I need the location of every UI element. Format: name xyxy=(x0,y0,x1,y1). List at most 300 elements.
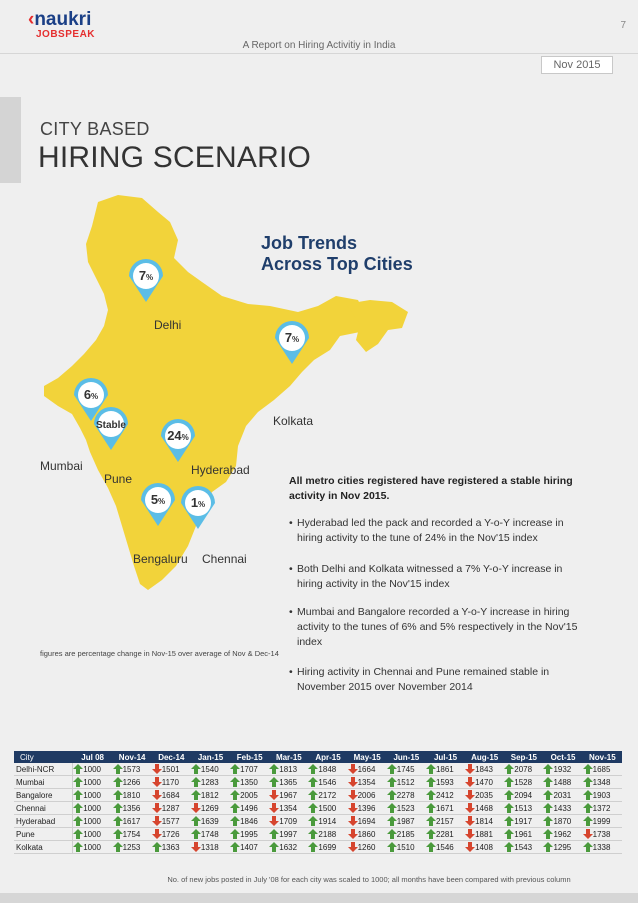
index-value: 2094 xyxy=(514,791,533,800)
index-value: 1843 xyxy=(475,765,493,774)
index-value: 1253 xyxy=(122,843,141,852)
index-value: 1699 xyxy=(318,843,337,852)
table-header-cell: Jul-15 xyxy=(426,751,465,763)
arrow-up-icon xyxy=(543,777,553,787)
table-row xyxy=(14,828,622,841)
index-value: 2278 xyxy=(396,791,415,800)
map-pin-value: 7% xyxy=(138,268,154,283)
index-value: 1496 xyxy=(240,804,258,813)
table-value-cell xyxy=(230,802,269,815)
table-value-cell xyxy=(387,828,426,841)
table-value-cell xyxy=(543,802,582,815)
table-city-cell: Delhi-NCR xyxy=(14,763,73,776)
arrow-down-icon xyxy=(269,803,279,813)
table-header-cell: Oct-15 xyxy=(543,751,582,763)
page-title-line1: CITY BASED xyxy=(40,119,150,139)
table-value-cell xyxy=(152,828,191,841)
table-value-cell xyxy=(73,763,113,776)
arrow-down-icon xyxy=(348,842,358,852)
index-value: 1748 xyxy=(200,830,219,839)
index-value: 1000 xyxy=(83,843,101,852)
arrow-down-icon xyxy=(465,764,475,774)
index-value: 1000 xyxy=(83,804,101,813)
index-value: 1573 xyxy=(122,765,141,774)
table-value-cell xyxy=(426,789,465,802)
arrow-up-icon xyxy=(504,803,514,813)
table-value-cell xyxy=(426,763,465,776)
table-value-cell xyxy=(191,776,230,789)
index-value: 2185 xyxy=(396,830,415,839)
arrow-up-icon xyxy=(308,842,318,852)
city-label-kolkata: Kolkata xyxy=(273,414,314,428)
table-value-cell xyxy=(269,828,308,841)
arrow-up-icon xyxy=(269,842,279,852)
table-value-cell xyxy=(583,776,622,789)
table-value-cell xyxy=(73,828,113,841)
arrow-up-icon xyxy=(426,842,436,852)
table-value-cell xyxy=(543,776,582,789)
index-value: 1664 xyxy=(357,765,376,774)
index-value: 2006 xyxy=(357,791,376,800)
arrow-up-icon xyxy=(230,777,240,787)
city-label-chennai: Chennai xyxy=(202,552,247,566)
index-value: 1372 xyxy=(592,804,611,813)
table-value-cell xyxy=(152,789,191,802)
arrow-down-icon xyxy=(269,816,279,826)
table-footnote: No. of new jobs posted in July '08 for each city was scaled to 1000; all months have been compared with previous column xyxy=(167,875,571,884)
arrow-up-icon xyxy=(191,829,201,839)
index-value: 1500 xyxy=(318,804,337,813)
arrow-down-icon xyxy=(465,790,475,800)
table-header-cell: Nov-15 xyxy=(583,751,622,763)
index-value: 1577 xyxy=(161,817,180,826)
table-value-cell xyxy=(583,828,622,841)
arrow-up-icon xyxy=(308,816,318,826)
table-value-cell xyxy=(269,802,308,815)
arrow-up-icon xyxy=(191,764,201,774)
arrow-up-icon xyxy=(543,829,553,839)
table-value-cell xyxy=(113,828,152,841)
index-value: 1269 xyxy=(200,804,219,813)
index-value: 1396 xyxy=(357,804,376,813)
index-value: 1846 xyxy=(240,817,258,826)
arrow-down-icon xyxy=(152,764,162,774)
index-value: 2078 xyxy=(514,765,533,774)
table-value-cell xyxy=(387,802,426,815)
table-value-cell xyxy=(387,763,426,776)
table-value-cell xyxy=(269,841,308,854)
arrow-down-icon xyxy=(152,816,162,826)
arrow-up-icon xyxy=(113,790,123,800)
table-value-cell xyxy=(543,828,582,841)
index-value: 1000 xyxy=(83,830,101,839)
table-value-cell xyxy=(269,789,308,802)
logo-sub-text: JOBSPEAK xyxy=(36,29,96,40)
index-value: 1995 xyxy=(240,830,258,839)
city-label-mumbai: Mumbai xyxy=(40,459,83,473)
arrow-up-icon xyxy=(269,829,279,839)
table-value-cell xyxy=(504,789,543,802)
job-index-table xyxy=(14,751,622,854)
arrow-down-icon xyxy=(152,803,162,813)
index-value: 1967 xyxy=(279,791,298,800)
table-header-cell: Nov-14 xyxy=(113,751,152,763)
index-value: 1632 xyxy=(279,843,298,852)
index-value: 1354 xyxy=(357,778,376,787)
table-value-cell xyxy=(191,841,230,854)
arrow-up-icon xyxy=(426,764,436,774)
arrow-up-icon xyxy=(191,816,201,826)
table-value-cell xyxy=(113,802,152,815)
table-value-cell xyxy=(230,841,269,854)
table-value-cell xyxy=(465,828,504,841)
table-value-cell xyxy=(113,789,152,802)
arrow-down-icon xyxy=(348,816,358,826)
map-heading: Job Trends Across Top Cities xyxy=(261,233,413,274)
index-value: 1881 xyxy=(475,830,493,839)
table-header-cell: Dec-14 xyxy=(152,751,191,763)
table-value-cell xyxy=(308,789,347,802)
index-value: 1961 xyxy=(514,830,533,839)
arrow-up-icon xyxy=(269,764,279,774)
page-number: 7 xyxy=(620,20,626,31)
arrow-down-icon xyxy=(348,764,358,774)
bullet-2: • Both Delhi and Kolkata witnessed a 7% Y-o-Y increase in hiring activity in the Nov'15 index xyxy=(289,563,563,590)
table-row xyxy=(14,815,622,828)
arrow-down-icon xyxy=(152,777,162,787)
arrow-up-icon xyxy=(113,764,123,774)
table-city-cell: Hyderabad xyxy=(14,815,73,828)
table-value-cell xyxy=(348,828,387,841)
table-row xyxy=(14,802,622,815)
page-title-line2: HIRING SCENARIO xyxy=(38,141,312,174)
table-value-cell xyxy=(348,776,387,789)
index-value: 1917 xyxy=(514,817,533,826)
table-value-cell xyxy=(465,802,504,815)
index-value: 1810 xyxy=(122,791,141,800)
index-value: 1754 xyxy=(122,830,141,839)
arrow-down-icon xyxy=(465,803,475,813)
table-value-cell xyxy=(269,815,308,828)
table-value-cell xyxy=(583,802,622,815)
index-value: 1848 xyxy=(318,765,337,774)
index-value: 2005 xyxy=(240,791,258,800)
arrow-down-icon xyxy=(465,816,475,826)
arrow-up-icon xyxy=(308,803,318,813)
city-label-pune: Pune xyxy=(104,472,133,486)
table-row xyxy=(14,841,622,854)
table-value-cell xyxy=(73,776,113,789)
table-value-cell xyxy=(465,789,504,802)
table-value-cell xyxy=(269,776,308,789)
index-value: 1470 xyxy=(475,778,493,787)
table-value-cell xyxy=(230,763,269,776)
table-value-cell xyxy=(113,841,152,854)
arrow-up-icon xyxy=(583,764,593,774)
bullet-4: • Hiring activity in Chennai and Pune remained stable in November 2015 over November 2014 xyxy=(289,666,550,693)
index-value: 1510 xyxy=(396,843,415,852)
index-value: 1513 xyxy=(514,804,533,813)
arrow-up-icon xyxy=(308,777,318,787)
table-value-cell xyxy=(504,815,543,828)
table-value-cell xyxy=(426,841,465,854)
table-value-cell xyxy=(504,828,543,841)
index-value: 1932 xyxy=(553,765,572,774)
map-pin-value: 7% xyxy=(284,330,300,345)
index-value: 1528 xyxy=(514,778,533,787)
table-value-cell xyxy=(152,763,191,776)
table-value-cell xyxy=(152,841,191,854)
arrow-up-icon xyxy=(543,842,553,852)
index-value: 1348 xyxy=(592,778,611,787)
arrow-up-icon xyxy=(543,790,553,800)
logo-mark-icon: ‹ xyxy=(28,9,35,30)
index-value: 1363 xyxy=(161,843,180,852)
map-pin-value: 24% xyxy=(167,428,189,443)
index-value: 1987 xyxy=(396,817,415,826)
table-header-cell: May-15 xyxy=(348,751,387,763)
index-value: 1523 xyxy=(396,804,415,813)
arrow-up-icon xyxy=(113,829,123,839)
arrow-up-icon xyxy=(583,790,593,800)
index-value: 1170 xyxy=(161,778,179,787)
table-value-cell xyxy=(465,841,504,854)
table-value-cell xyxy=(348,789,387,802)
table-value-cell xyxy=(308,828,347,841)
arrow-up-icon xyxy=(387,764,397,774)
arrow-up-icon xyxy=(269,777,279,787)
index-value: 1318 xyxy=(200,843,219,852)
table-value-cell xyxy=(504,841,543,854)
table-value-cell xyxy=(113,815,152,828)
report-subtitle: A Report on Hiring Activitiy in India xyxy=(242,40,396,51)
index-value: 1000 xyxy=(83,765,101,774)
arrow-up-icon xyxy=(230,803,240,813)
table-value-cell xyxy=(73,841,113,854)
arrow-up-icon xyxy=(504,829,514,839)
arrow-up-icon xyxy=(543,816,553,826)
index-value: 2157 xyxy=(435,817,454,826)
arrow-up-icon xyxy=(230,790,240,800)
table-header-cell: City xyxy=(14,751,73,763)
table-value-cell xyxy=(543,789,582,802)
arrow-down-icon xyxy=(348,790,358,800)
report-date: Nov 2015 xyxy=(541,56,613,74)
arrow-up-icon xyxy=(230,829,240,839)
table-value-cell xyxy=(191,802,230,815)
arrow-up-icon xyxy=(504,816,514,826)
arrow-up-icon xyxy=(504,764,514,774)
bullet-3: • Mumbai and Bangalore recorded a Y-o-Y increase in hiring activity to the tunes of 6% and 5% respectively in the Nov'15 index xyxy=(289,606,578,648)
table-value-cell xyxy=(308,763,347,776)
table-value-cell xyxy=(426,802,465,815)
city-label-hyderabad: Hyderabad xyxy=(191,463,250,477)
index-value: 1000 xyxy=(83,791,101,800)
logo-main-text: naukri xyxy=(34,9,92,30)
arrow-down-icon xyxy=(348,803,358,813)
city-label-bengaluru: Bengaluru xyxy=(133,552,188,566)
arrow-down-icon xyxy=(269,790,279,800)
index-value: 1861 xyxy=(435,765,454,774)
arrow-up-icon xyxy=(426,790,436,800)
arrow-up-icon xyxy=(308,790,318,800)
arrow-down-icon xyxy=(191,803,201,813)
table-header-cell: Sep-15 xyxy=(504,751,543,763)
index-value: 1407 xyxy=(240,843,258,852)
index-value: 1546 xyxy=(318,778,337,787)
index-value: 1997 xyxy=(279,830,298,839)
index-value: 1365 xyxy=(279,778,298,787)
index-value: 1593 xyxy=(435,778,454,787)
arrow-up-icon xyxy=(73,764,83,774)
index-value: 1812 xyxy=(200,791,219,800)
table-value-cell xyxy=(348,841,387,854)
index-value: 1745 xyxy=(396,765,415,774)
arrow-up-icon xyxy=(113,842,123,852)
index-value: 1283 xyxy=(200,778,219,787)
table-value-cell xyxy=(191,815,230,828)
index-value: 2172 xyxy=(318,791,337,800)
table-value-cell xyxy=(308,802,347,815)
table-value-cell xyxy=(583,763,622,776)
index-value: 1709 xyxy=(279,817,298,826)
arrow-down-icon xyxy=(348,777,358,787)
index-value: 1338 xyxy=(592,843,611,852)
arrow-up-icon xyxy=(426,803,436,813)
index-value: 1707 xyxy=(240,765,258,774)
table-header-cell: Aug-15 xyxy=(465,751,504,763)
arrow-down-icon xyxy=(191,842,201,852)
table-value-cell xyxy=(308,841,347,854)
index-value: 1266 xyxy=(122,778,141,787)
arrow-up-icon xyxy=(387,777,397,787)
index-value: 1354 xyxy=(279,804,298,813)
table-value-cell xyxy=(191,789,230,802)
arrow-up-icon xyxy=(113,816,123,826)
index-value: 1540 xyxy=(200,765,219,774)
map-pin-value: Stable xyxy=(95,420,127,431)
arrow-up-icon xyxy=(583,803,593,813)
table-value-cell xyxy=(543,815,582,828)
index-value: 1814 xyxy=(475,817,493,826)
index-value: 1639 xyxy=(200,817,219,826)
table-value-cell xyxy=(583,815,622,828)
arrow-down-icon xyxy=(465,777,475,787)
index-value: 1512 xyxy=(396,778,415,787)
arrow-up-icon xyxy=(543,764,553,774)
table-value-cell xyxy=(426,776,465,789)
table-value-cell xyxy=(348,815,387,828)
table-city-cell: Bangalore xyxy=(14,789,73,802)
arrow-up-icon xyxy=(73,816,83,826)
table-value-cell xyxy=(191,828,230,841)
arrow-up-icon xyxy=(73,803,83,813)
arrow-down-icon xyxy=(465,829,475,839)
arrow-down-icon xyxy=(152,790,162,800)
summary-intro: All metro cities registered have registered a stable hiring activity in Nov 2015. xyxy=(289,475,573,502)
table-value-cell xyxy=(73,802,113,815)
arrow-up-icon xyxy=(191,777,201,787)
table-header-cell: Jun-15 xyxy=(387,751,426,763)
table-value-cell xyxy=(426,815,465,828)
index-value: 1000 xyxy=(83,817,101,826)
arrow-down-icon xyxy=(583,829,593,839)
table-value-cell xyxy=(230,776,269,789)
table-value-cell xyxy=(191,763,230,776)
map-pin-value: 6% xyxy=(83,387,99,402)
table-value-cell xyxy=(465,763,504,776)
table-row xyxy=(14,763,622,776)
index-value: 1350 xyxy=(240,778,258,787)
table-city-cell: Chennai xyxy=(14,802,73,815)
arrow-up-icon xyxy=(230,764,240,774)
arrow-up-icon xyxy=(230,816,240,826)
index-value: 1617 xyxy=(122,817,141,826)
table-city-cell: Pune xyxy=(14,828,73,841)
arrow-up-icon xyxy=(504,777,514,787)
table-value-cell xyxy=(230,828,269,841)
arrow-down-icon xyxy=(348,829,358,839)
table-value-cell xyxy=(583,841,622,854)
arrow-up-icon xyxy=(113,803,123,813)
table-value-cell xyxy=(308,815,347,828)
map-pin-value: 5% xyxy=(150,492,166,507)
table-value-cell xyxy=(387,815,426,828)
arrow-down-icon xyxy=(465,842,475,852)
bullet-1: • Hyderabad led the pack and recorded a Y-o-Y increase in hiring activity to the tune of 24% in the Nov'15 index xyxy=(289,517,564,544)
table-value-cell xyxy=(387,841,426,854)
index-value: 1408 xyxy=(475,843,493,852)
table-header-cell: Mar-15 xyxy=(269,751,308,763)
arrow-up-icon xyxy=(113,777,123,787)
arrow-up-icon xyxy=(504,842,514,852)
index-value: 1694 xyxy=(357,817,376,826)
index-value: 1870 xyxy=(553,817,572,826)
footer-bar xyxy=(0,893,638,903)
index-value: 1000 xyxy=(83,778,101,787)
index-value: 1726 xyxy=(161,830,180,839)
table-value-cell xyxy=(152,815,191,828)
table-value-cell xyxy=(583,789,622,802)
table-value-cell xyxy=(152,802,191,815)
index-value: 1468 xyxy=(475,804,493,813)
table-value-cell xyxy=(230,815,269,828)
table-header-cell: Jul 08 xyxy=(73,751,113,763)
index-value: 1999 xyxy=(592,817,611,826)
table-value-cell xyxy=(465,776,504,789)
arrow-down-icon xyxy=(152,829,162,839)
city-label-delhi: Delhi xyxy=(154,318,182,332)
table-value-cell xyxy=(113,763,152,776)
index-value: 1260 xyxy=(357,843,376,852)
table-value-cell xyxy=(387,776,426,789)
figure-note: figures are percentage change in Nov-15 over average of Nov & Dec-14 xyxy=(40,649,279,658)
arrow-up-icon xyxy=(387,842,397,852)
index-value: 1287 xyxy=(161,804,180,813)
table-value-cell xyxy=(73,815,113,828)
index-value: 1903 xyxy=(592,791,611,800)
arrow-up-icon xyxy=(308,764,318,774)
arrow-up-icon xyxy=(426,777,436,787)
index-value: 1433 xyxy=(553,804,572,813)
index-value: 1356 xyxy=(122,804,141,813)
table-value-cell xyxy=(348,763,387,776)
arrow-up-icon xyxy=(426,816,436,826)
index-value: 1546 xyxy=(435,843,454,852)
arrow-up-icon xyxy=(583,777,593,787)
table-value-cell xyxy=(308,776,347,789)
table-header-cell: Jan-15 xyxy=(191,751,230,763)
